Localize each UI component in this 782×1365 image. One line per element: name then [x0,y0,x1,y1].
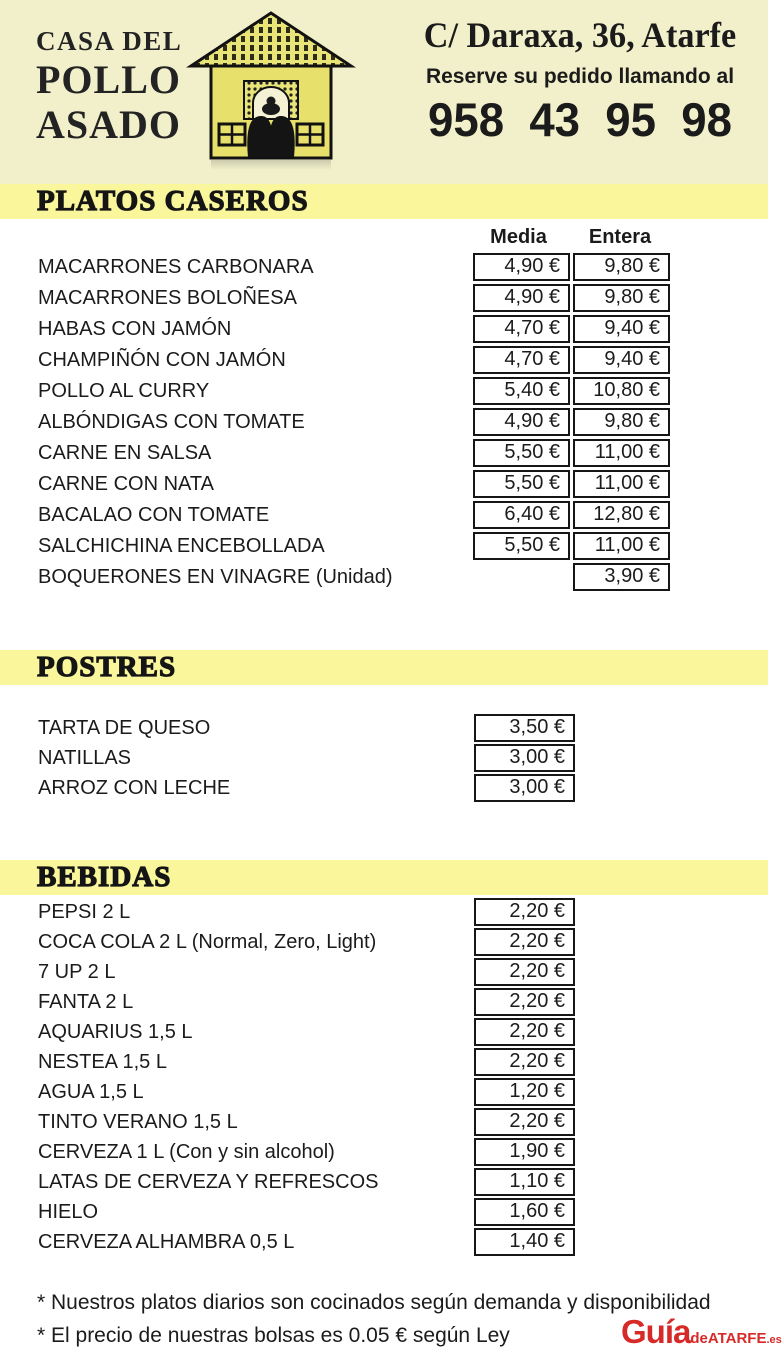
price-entera: 3,90 € [573,563,670,591]
section-title: PLATOS CASEROS [37,185,309,217]
menu-item-row [38,1108,575,1136]
bebidas-list [38,898,575,1258]
price: 1,40 € [474,1228,575,1256]
price-entera: 11,00 € [573,439,670,467]
menu-item-row [38,1048,575,1076]
price-entera: 9,40 € [573,315,670,343]
price-entera: 11,00 € [573,470,670,498]
price-media: 5,50 € [473,532,570,560]
section-band-platos-caseros [0,184,768,219]
brand-line-3: ASADO [36,102,182,147]
price: 3,50 € [474,714,575,742]
menu-item-row [38,958,575,986]
item-name: BOQUERONES EN VINAGRE (Unidad) [38,565,393,588]
menu-item-row [38,988,575,1016]
price-media: 4,70 € [473,315,570,343]
section-band-postres [0,650,768,685]
menu-item-row [38,408,670,436]
item-name: CERVEZA ALHAMBRA 0,5 L [38,1230,295,1253]
section-title: POSTRES [37,651,177,683]
price-entera: 11,00 € [573,532,670,560]
menu-item-row [38,1198,575,1226]
item-name: PEPSI 2 L [38,900,131,923]
menu-item-row [38,898,575,926]
brand-name [36,24,182,148]
phone-number: 958 43 95 98 [427,93,733,146]
footnotes [37,1286,711,1352]
price: 2,20 € [474,1018,575,1046]
logo-tld: .es [766,1334,782,1346]
menu-item-row [38,346,670,374]
column-header-entera: Entera [588,226,652,248]
item-name: AGUA 1,5 L [38,1080,144,1103]
price: 1,10 € [474,1168,575,1196]
menu-item-row [38,501,670,529]
item-name: 7 UP 2 L [38,960,116,983]
item-name: LATAS DE CERVEZA Y REFRESCOS [38,1170,379,1193]
price-entera: 10,80 € [573,377,670,405]
item-name: AQUARIUS 1,5 L [38,1020,193,1043]
price-media: 4,90 € [473,253,570,281]
price-media: 4,70 € [473,346,570,374]
menu-item-row [38,284,670,312]
menu-item-row [38,928,575,956]
menu-item-row [38,744,575,772]
menu-item-row [38,1228,575,1256]
menu-item-row [38,532,670,560]
logo-suffix: deATARFE [690,1330,767,1347]
menu-item-row [38,563,670,591]
price-entera: 9,80 € [573,408,670,436]
item-name: SALCHICHINA ENCEBOLLADA [38,534,325,557]
guia-de-atarfe-logo [621,1313,782,1351]
brand-line-1: CASA DEL [36,26,183,56]
price-media: 5,40 € [473,377,570,405]
footnote-availability: * Nuestros platos diarios son cocinados según demanda y disponibilidad [37,1291,711,1314]
price-media: 6,40 € [473,501,570,529]
item-name: CARNE EN SALSA [38,441,212,464]
item-name: CARNE CON NATA [38,472,214,495]
reserve-text: Reserve su pedido llamando al [425,65,735,88]
price: 2,20 € [474,958,575,986]
item-name: POLLO AL CURRY [38,379,210,402]
price-entera: 12,80 € [573,501,670,529]
menu-item-row [38,714,575,742]
price: 2,20 € [474,1048,575,1076]
price: 1,20 € [474,1078,575,1106]
menu-item-row [38,1078,575,1106]
menu-item-row [38,377,670,405]
contact-block [406,14,754,147]
brand-line-2: POLLO [36,57,182,102]
item-name: ALBÓNDIGAS CON TOMATE [38,410,305,433]
menu-item-row [38,253,670,281]
menu-item-row [38,1168,575,1196]
price-entera: 9,80 € [573,253,670,281]
section-title: BEBIDAS [37,861,172,893]
item-name: FANTA 2 L [38,990,134,1013]
header [0,0,768,184]
price: 1,60 € [474,1198,575,1226]
price-column-headers [470,226,670,249]
footnote-bags: * El precio de nuestras bolsas es 0.05 € según Ley [37,1324,510,1347]
item-name: TARTA DE QUESO [38,716,211,739]
price-media: 4,90 € [473,408,570,436]
menu-item-row [38,315,670,343]
price-media: 4,90 € [473,284,570,312]
menu-item-row [38,1018,575,1046]
postres-list [38,714,575,804]
price: 2,20 € [474,898,575,926]
logo-brand: Guía [621,1313,691,1350]
item-name: BACALAO CON TOMATE [38,503,270,526]
price: 2,20 € [474,1108,575,1136]
menu-item-row [38,1138,575,1166]
price: 3,00 € [474,774,575,802]
menu-item-row [38,470,670,498]
house-logo-icon [186,8,356,170]
item-name: CERVEZA 1 L (Con y sin alcohol) [38,1140,335,1163]
platos-caseros-list [38,253,670,594]
column-header-media: Media [490,226,547,248]
menu-item-row [38,774,575,802]
item-name: ARROZ CON LECHE [38,776,231,799]
price: 2,20 € [474,928,575,956]
price-media: 5,50 € [473,470,570,498]
menu-item-row [38,439,670,467]
price-media: 5,50 € [473,439,570,467]
item-name: NESTEA 1,5 L [38,1050,167,1073]
price-entera: 9,40 € [573,346,670,374]
price-media [473,563,570,591]
price: 3,00 € [474,744,575,772]
price-entera: 9,80 € [573,284,670,312]
section-band-bebidas [0,860,768,895]
address: C/ Daraxa, 36, Atarfe [423,15,737,55]
price: 2,20 € [474,988,575,1016]
price: 1,90 € [474,1138,575,1166]
item-name: MACARRONES BOLOÑESA [38,286,297,309]
item-name: CHAMPIÑÓN CON JAMÓN [38,348,286,371]
item-name: NATILLAS [38,746,131,769]
item-name: COCA COLA 2 L (Normal, Zero, Light) [38,930,377,953]
item-name: TINTO VERANO 1,5 L [38,1110,238,1133]
item-name: HABAS CON JAMÓN [38,317,232,340]
item-name: MACARRONES CARBONARA [38,255,314,278]
item-name: HIELO [38,1200,99,1223]
